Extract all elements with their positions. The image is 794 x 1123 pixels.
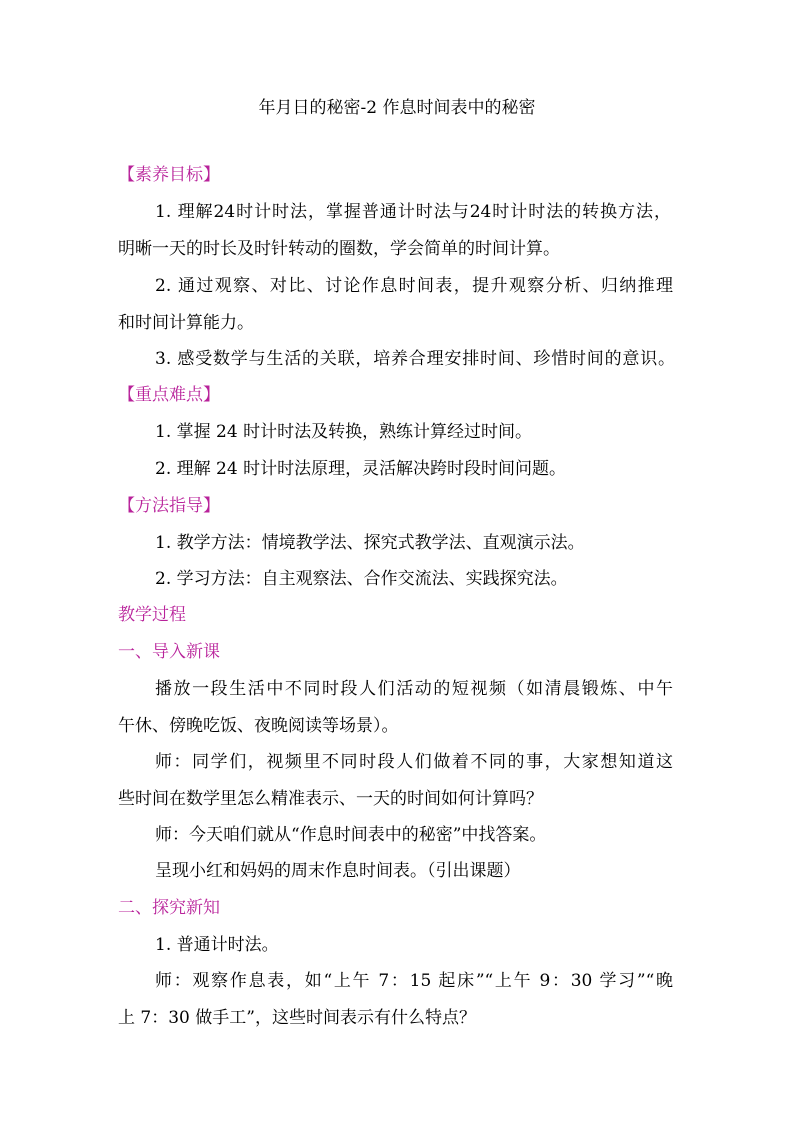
intro-line: 呈现小红和妈妈的周末作息时间表。（引出课题）	[155, 861, 521, 881]
explore-line: 师：观察作息表，如“上午 7：15 起床”“上午 9：30 学习”“晚	[155, 971, 673, 991]
document-title: 年月日的秘密-2 作息时间表中的秘密	[258, 98, 536, 118]
intro-line: 些时间在数学里怎么精准表示、一天的时间如何计算吗？	[118, 789, 543, 809]
method-line: 1. 教学方法：情境教学法、探究式教学法、直观演示法。	[155, 533, 585, 553]
key-point-line: 1. 掌握 24 时计时法及转换，熟练计算经过时间。	[155, 422, 533, 442]
intro-line: 师：同学们，视频里不同时段人们做着不同的事，大家想知道这	[155, 752, 673, 772]
literacy-goal-line: 和时间计算能力。	[118, 313, 254, 333]
method-line: 2. 学习方法：自主观察法、合作交流法、实践探究法。	[155, 569, 568, 589]
key-point-line: 2. 理解 24 时计时法原理，灵活解决跨时段时间问题。	[155, 459, 567, 479]
section-heading-method-guide: 【方法指导】	[118, 496, 220, 516]
explore-line: 上 7：30 做手工”，这些时间表示有什么特点？	[118, 1008, 476, 1028]
intro-line: 师：今天咱们就从“作息时间表中的秘密”中找答案。	[155, 825, 547, 845]
section-heading-intro: 一、导入新课	[118, 642, 220, 662]
section-heading-process: 教学过程	[118, 605, 186, 625]
intro-line: 播放一段生活中不同时段人们活动的短视频（如清晨锻炼、中午	[155, 679, 673, 699]
section-heading-literacy-goals: 【素养目标】	[118, 165, 220, 185]
section-heading-key-points: 【重点难点】	[118, 385, 220, 405]
section-heading-explore: 二、探究新知	[118, 898, 220, 918]
intro-line: 午休、傍晚吃饭、夜晚阅读等场景）。	[118, 716, 399, 736]
explore-line: 1. 普通计时法。	[155, 935, 279, 955]
literacy-goal-line: 2. 通过观察、对比、讨论作息时间表，提升观察分析、归纳推理	[155, 276, 673, 296]
literacy-goal-line: 1. 理解24时计时法，掌握普通计时法与24时计时法的转换方法，	[155, 202, 671, 222]
literacy-goal-line: 3. 感受数学与生活的关联，培养合理安排时间、珍惜时间的意识。	[155, 349, 675, 369]
literacy-goal-line: 明晰一天的时长及时针转动的圈数，学会简单的时间计算。	[118, 239, 560, 259]
